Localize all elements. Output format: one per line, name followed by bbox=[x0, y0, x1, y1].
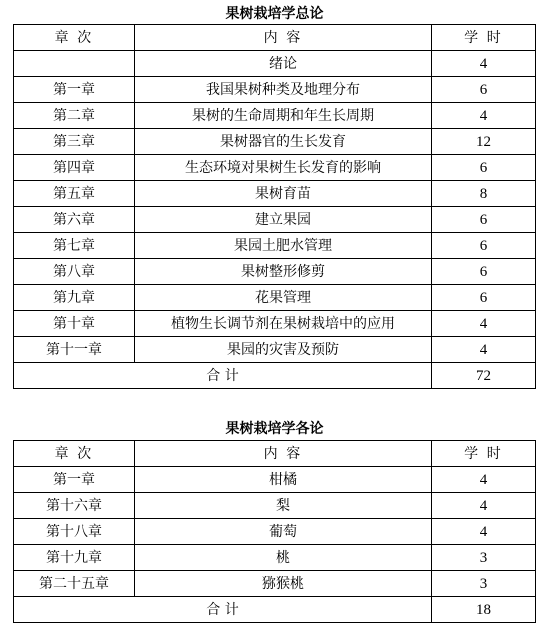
chapter-cell: 第二十五章 bbox=[14, 571, 135, 597]
content-cell: 果园土肥水管理 bbox=[135, 233, 432, 259]
table-row bbox=[14, 545, 536, 571]
hours-cell: 6 bbox=[432, 155, 536, 181]
content-cell: 绪论 bbox=[135, 51, 432, 77]
content-cell: 梨 bbox=[135, 493, 432, 519]
hours-cell: 4 bbox=[432, 493, 536, 519]
table-row bbox=[14, 337, 536, 363]
total-row bbox=[14, 363, 536, 389]
hours-cell: 6 bbox=[432, 259, 536, 285]
table-row bbox=[14, 493, 536, 519]
hours-cell: 4 bbox=[432, 467, 536, 493]
content-cell: 果树育苗 bbox=[135, 181, 432, 207]
content-cell: 果树的生命周期和年生长周期 bbox=[135, 103, 432, 129]
chapter-cell: 第五章 bbox=[14, 181, 135, 207]
table-row bbox=[14, 519, 536, 545]
chapter-cell: 第十六章 bbox=[14, 493, 135, 519]
content-cell: 植物生长调节剂在果树栽培中的应用 bbox=[135, 311, 432, 337]
total-row bbox=[14, 597, 536, 623]
hours-cell: 8 bbox=[432, 181, 536, 207]
table-row bbox=[14, 259, 536, 285]
content-cell: 果树整形修剪 bbox=[135, 259, 432, 285]
hours-cell: 4 bbox=[432, 519, 536, 545]
chapter-cell: 第三章 bbox=[14, 129, 135, 155]
chapter-cell: 第八章 bbox=[14, 259, 135, 285]
header-content: 内 容 bbox=[135, 25, 432, 51]
hours-cell: 4 bbox=[432, 337, 536, 363]
chapter-cell: 第四章 bbox=[14, 155, 135, 181]
table-row bbox=[14, 51, 536, 77]
table-row bbox=[14, 129, 536, 155]
table1-title: 果树栽培学总论 bbox=[225, 6, 324, 22]
header-hours: 学 时 bbox=[432, 25, 536, 51]
chapter-cell: 第六章 bbox=[14, 207, 135, 233]
table-row bbox=[14, 77, 536, 103]
content-cell: 生态环境对果树生长发育的影响 bbox=[135, 155, 432, 181]
header-content: 内 容 bbox=[135, 441, 432, 467]
total-hours: 18 bbox=[432, 597, 536, 623]
table2-title: 果树栽培学各论 bbox=[225, 421, 324, 437]
hours-cell: 4 bbox=[432, 51, 536, 77]
specific-theory-table bbox=[13, 440, 536, 623]
content-cell: 猕猴桃 bbox=[135, 571, 432, 597]
content-cell: 桃 bbox=[135, 545, 432, 571]
chapter-cell: 第七章 bbox=[14, 233, 135, 259]
hours-cell: 6 bbox=[432, 207, 536, 233]
table-row bbox=[14, 181, 536, 207]
table-row bbox=[14, 571, 536, 597]
hours-cell: 6 bbox=[432, 233, 536, 259]
table-row bbox=[14, 285, 536, 311]
chapter-cell bbox=[14, 51, 135, 77]
hours-cell: 12 bbox=[432, 129, 536, 155]
chapter-cell: 第十八章 bbox=[14, 519, 135, 545]
table-row bbox=[14, 103, 536, 129]
chapter-cell: 第十章 bbox=[14, 311, 135, 337]
hours-cell: 4 bbox=[432, 103, 536, 129]
chapter-cell: 第九章 bbox=[14, 285, 135, 311]
header-chapter: 章 次 bbox=[14, 441, 135, 467]
table-row bbox=[14, 467, 536, 493]
chapter-cell: 第十九章 bbox=[14, 545, 135, 571]
total-hours: 72 bbox=[432, 363, 536, 389]
hours-cell: 3 bbox=[432, 571, 536, 597]
hours-cell: 6 bbox=[432, 285, 536, 311]
header-row bbox=[14, 441, 536, 467]
content-cell: 果园的灾害及预防 bbox=[135, 337, 432, 363]
chapter-cell: 第十一章 bbox=[14, 337, 135, 363]
total-label: 合 计 bbox=[14, 363, 432, 389]
chapter-cell: 第一章 bbox=[14, 467, 135, 493]
table-row bbox=[14, 233, 536, 259]
header-row bbox=[14, 25, 536, 51]
table-row bbox=[14, 311, 536, 337]
content-cell: 柑橘 bbox=[135, 467, 432, 493]
header-hours: 学 时 bbox=[432, 441, 536, 467]
header-chapter: 章 次 bbox=[14, 25, 135, 51]
table-row bbox=[14, 207, 536, 233]
hours-cell: 4 bbox=[432, 311, 536, 337]
general-theory-table bbox=[13, 24, 536, 389]
table-row bbox=[14, 155, 536, 181]
total-label: 合 计 bbox=[14, 597, 432, 623]
content-cell: 我国果树种类及地理分布 bbox=[135, 77, 432, 103]
chapter-cell: 第一章 bbox=[14, 77, 135, 103]
chapter-cell: 第二章 bbox=[14, 103, 135, 129]
content-cell: 花果管理 bbox=[135, 285, 432, 311]
content-cell: 建立果园 bbox=[135, 207, 432, 233]
content-cell: 葡萄 bbox=[135, 519, 432, 545]
hours-cell: 3 bbox=[432, 545, 536, 571]
content-cell: 果树器官的生长发育 bbox=[135, 129, 432, 155]
hours-cell: 6 bbox=[432, 77, 536, 103]
